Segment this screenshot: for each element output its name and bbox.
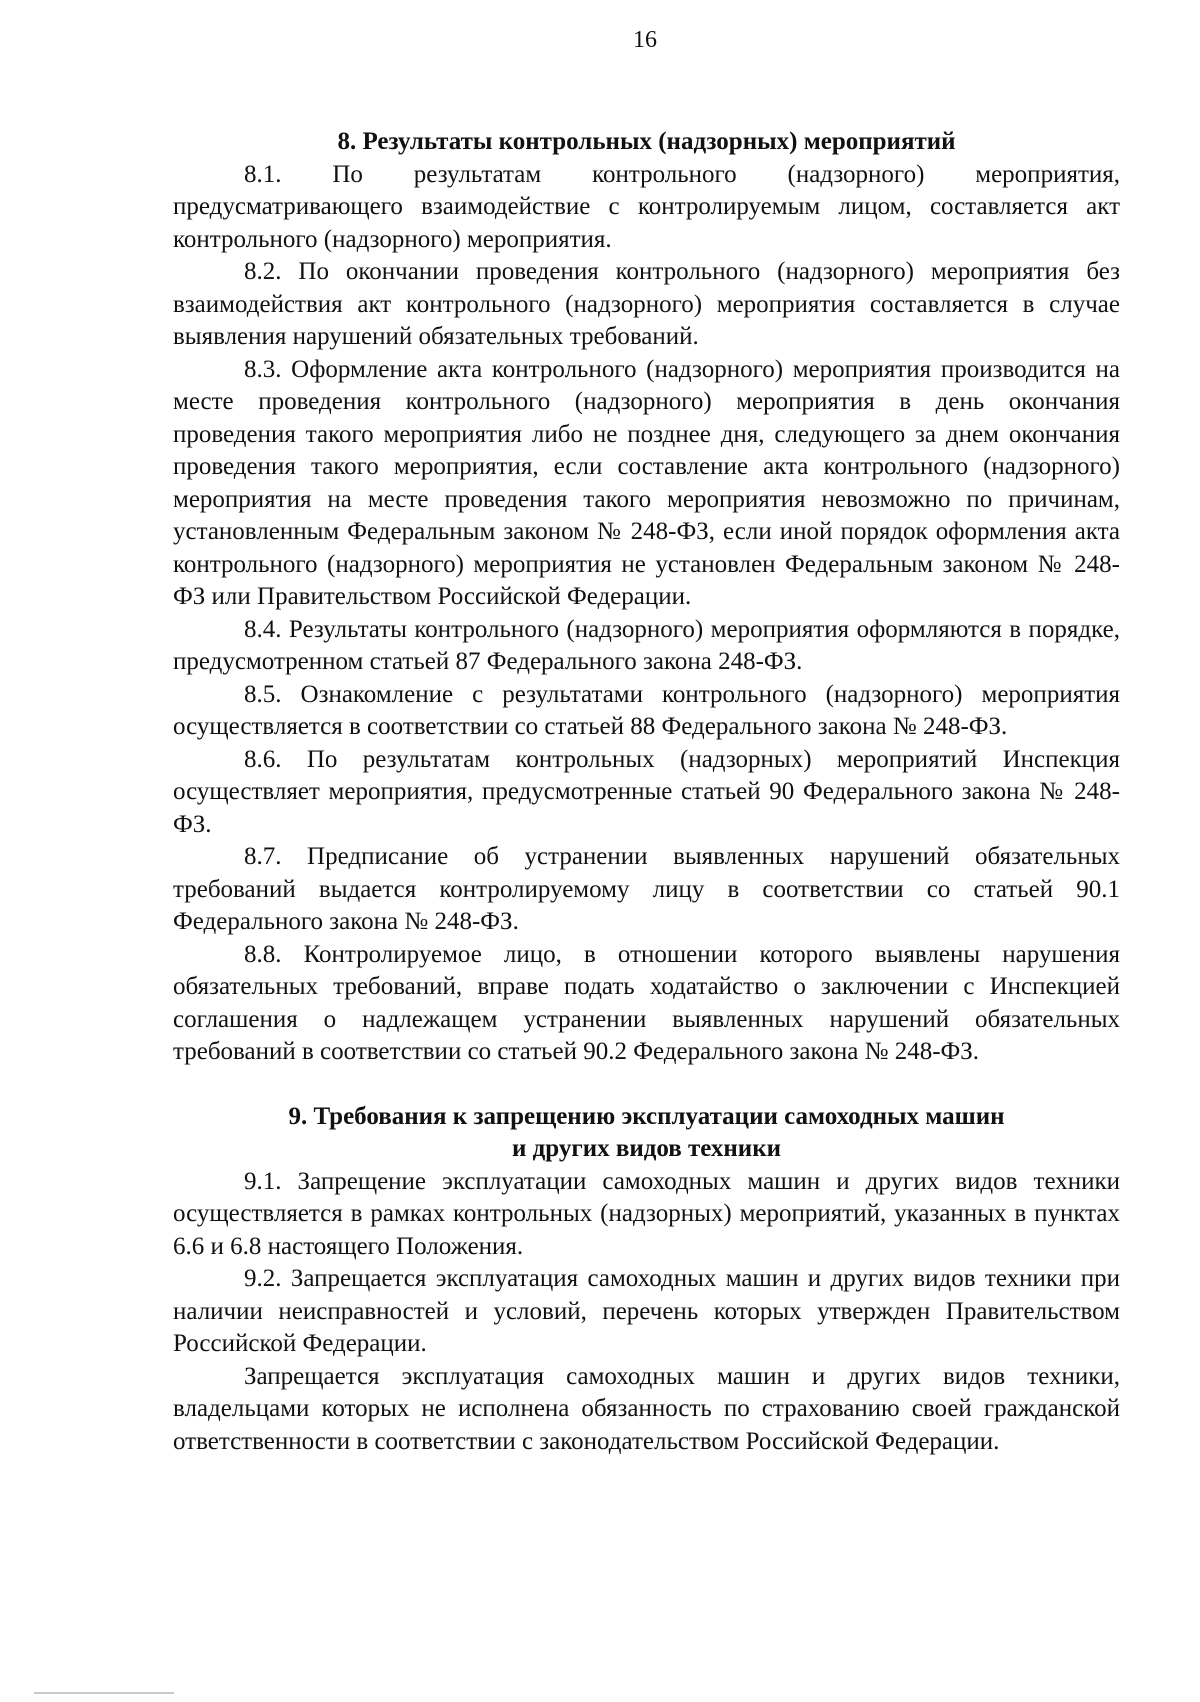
paragraph-8-7: 8.7. Предписание об устранении выявленных нарушений обязательных требований выдается контролируемому лицу в соответствии со статьей 90.1 Федерального закона № 248-ФЗ. <box>173 843 1120 935</box>
paragraph-9-1: 9.1. Запрещение эксплуатации самоходных машин и других видов техники осуществляется в рамках контрольных (надзорных) мероприятий, указанных в пунктах 6.6 и 6.8 настоящего Положения. <box>173 1167 1120 1260</box>
paragraph-8-6: 8.6. По результатам контрольных (надзорных) мероприятий Инспекция осуществляет мероприятия, предусмотренные статьей 90 Федерального закона № 248-ФЗ. <box>173 745 1120 838</box>
section-title-line: 9. Требования к запрещению эксплуатации самоходных машин <box>288 1102 1005 1130</box>
paragraph-8-4: 8.4. Результаты контрольного (надзорного) мероприятия оформляются в порядке, предусмотренном статьей 87 Федерального закона 248-ФЗ. <box>173 615 1120 675</box>
section-title <box>173 1101 1120 1166</box>
paragraph-9-2-continued: Запрещается эксплуатация самоходных машин и других видов техники, владельцами которых не исполнена обязанность по страхованию своей гражданской ответственности в соответствии с законодательством Российской Федерации. <box>173 1362 1120 1455</box>
paragraph-8-1: 8.1. По результатам контрольного (надзорного) мероприятия, предусматривающего взаимодействие с контролируемым лицом, составляется акт контрольного (надзорного) мероприятия. <box>173 160 1120 253</box>
section-title <box>173 126 1120 159</box>
section-9 <box>173 1101 1120 1459</box>
paragraph-8-2: 8.2. По окончании проведения контрольного (надзорного) мероприятия без взаимодействия акт контрольного (надзорного) мероприятия составляется в случае выявления нарушений обязательных требований. <box>173 258 1120 350</box>
paragraph-9-2: 9.2. Запрещается эксплуатация самоходных машин и других видов техники при наличии неисправностей и условий, перечень которых утвержден Правительством Российской Федерации. <box>173 1265 1120 1357</box>
section-title-line: и других видов техники <box>511 1135 782 1162</box>
scan-edge-mark <box>34 1692 174 1694</box>
paragraph-8-3: 8.3. Оформление акта контрольного (надзорного) мероприятия производится на месте проведения контрольного (надзорного) мероприятия в день окончания проведения такого мероприятия либо не позднее дня, следующего за днем окончания проведения такого мероприятия, если составление акта контрольного (надзорного) мероприятия на месте проведения такого мероприятия невозможно по причинам, установленным Федеральным законом № 248-ФЗ, если иной порядок оформления акта контрольного (надзорного) мероприятия не установлен Федеральным законом № 248-ФЗ или Правительством Российской Федерации. <box>173 355 1120 610</box>
paragraph-8-8: 8.8. Контролируемое лицо, в отношении которого выявлены нарушения обязательных требований, вправе подать ходатайство о заключении с Инспекцией соглашения о надлежащем устранении выявленных нарушений обязательных требований в соответствии со статьей 90.2 Федерального закона № 248-ФЗ. <box>173 940 1120 1065</box>
section-title-line: 8. Результаты контрольных (надзорных) мероприятий <box>337 128 956 155</box>
paragraph-8-5: 8.5. Ознакомление с результатами контрольного (надзорного) мероприятия осуществляется в соответствии со статьей 88 Федерального закона № 248-ФЗ. <box>173 680 1120 740</box>
page-number: 16 <box>633 27 657 53</box>
section-8 <box>173 126 1120 1069</box>
